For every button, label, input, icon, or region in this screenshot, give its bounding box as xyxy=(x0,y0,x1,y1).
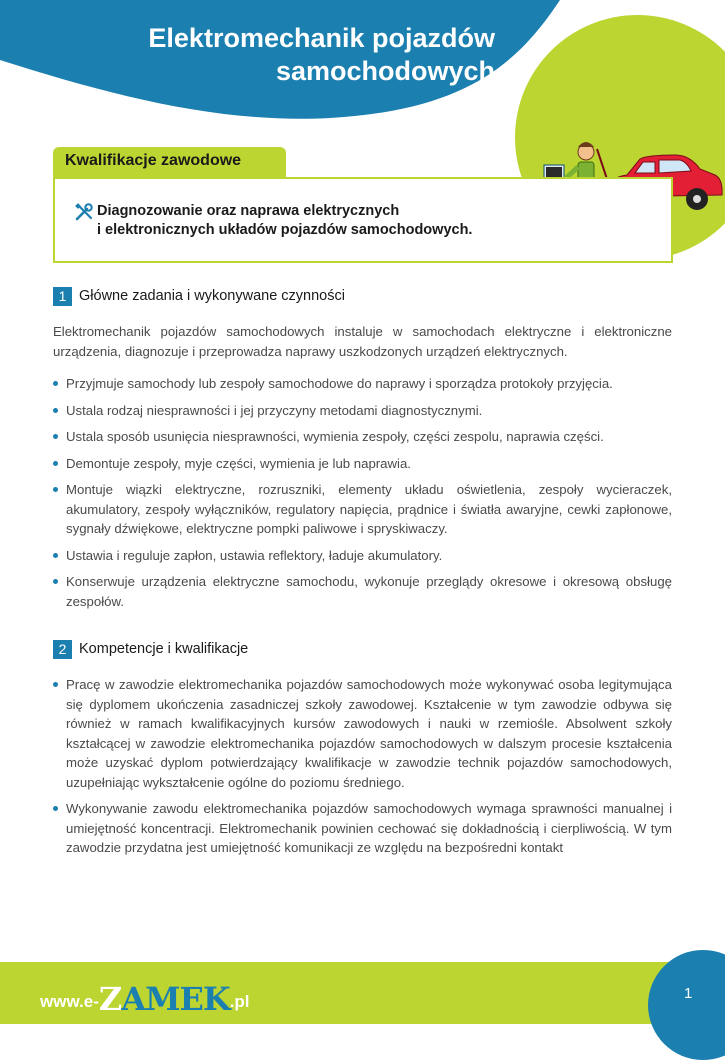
section-2-number-badge: 2 xyxy=(53,640,72,659)
page-title-line2: samochodowych xyxy=(275,56,495,86)
logo-brand-rest: AMEK xyxy=(121,980,230,1018)
section-1-heading xyxy=(53,287,453,307)
list-item: Demontuje zespoły, myje części, wymienia je lub naprawia. xyxy=(53,454,672,474)
qualifications-tab-label: Kwalifikacje zawodowe xyxy=(65,152,242,169)
section-1-title: Główne zadania i wykonywane czynności xyxy=(79,288,345,304)
list-item: Konserwuje urządzenia elektryczne samochodu, wykonuje przeglądy okresowe i okresową obsługę zespołów. xyxy=(53,572,672,611)
list-item: Montuje wiązki elektryczne, rozruszniki, elementy układu oświetlenia, zespoły wycieraczek, akumulatory, zespoły wyłączników, regulatory napięcia, prądnice i światła awaryjne, cewki zapłonowe, sygnały dźwiękowe, elektryczne pompki paliwowe i spryskiwaczy. xyxy=(53,480,672,539)
wrench-screwdriver-icon xyxy=(75,203,93,226)
section-1-bullet-list xyxy=(53,374,672,611)
section-2-title: Kompetencje i kwalifikacje xyxy=(79,641,249,657)
page-title xyxy=(75,22,495,88)
qualification-line1: Diagnozowanie oraz naprawa elektrycznych xyxy=(97,203,400,219)
section-2-heading xyxy=(53,640,453,660)
logo-brand-z: Z xyxy=(98,980,122,1018)
list-item: Ustala sposób usunięcia niesprawności, wymienia zespoły, części zespolu, naprawia części. xyxy=(53,427,672,447)
site-logo[interactable] xyxy=(40,980,250,1020)
section-1-number-badge: 1 xyxy=(53,287,72,306)
list-item: Wykonywanie zawodu elektromechanika pojazdów samochodowych wymaga sprawności manualnej i umiejętność koncentracji. Elektromechanik powinien cechować się dokładnością i cierpliwością. W tym zawodzie przydatna jest umiejętność komunikacji ze względu na bezpośredni kontakt xyxy=(53,799,672,858)
qualifications-tab xyxy=(53,147,286,177)
page-title-line1: Elektromechanik pojazdów xyxy=(148,23,495,53)
list-item: Ustala rodzaj niesprawności i jej przyczyny metodami diagnostycznymi. xyxy=(53,401,672,421)
qualifications-box xyxy=(53,177,673,263)
section-2-bullet-list xyxy=(53,675,672,858)
list-item: Pracę w zawodzie elektromechanika pojazdów samochodowych może wykonywać osoba legitymująca się dyplomem ukończenia zasadniczej szkoły zawodowej. Kształcenie w tym zawodzie odbywa się również w ramach kwalifikacyjnych kursów zawodowych i nauki w rzemiośle. Absolwent szkoły kształcącej w zawodzie elektromechanika pojazdów samochodowych w dalszym procesie kształcenia może uzyskać dyplom potwierdzający kwalifikacje w zawodzie technik pojazdów samochodowych, uzupełniając wykształcenie ogólne do poziomu średniego. xyxy=(53,675,672,792)
list-item: Ustawia i reguluje zapłon, ustawia reflektory, ładuje akumulatory. xyxy=(53,546,672,566)
section-1-intro: Elektromechanik pojazdów samochodowych instaluje w samochodach elektryczne i elektroniczne urządzenia, diagnozuje i przeprowadza naprawy uszkodzonych urządzeń elektrycznych. xyxy=(53,324,672,359)
logo-www-text: www.e- xyxy=(40,992,99,1011)
page-number: 1 xyxy=(684,985,693,1002)
list-item: Przyjmuje samochody lub zespoły samochodowe do naprawy i sporządza protokoły przyjęcia. xyxy=(53,374,672,394)
qualification-description xyxy=(97,202,472,240)
qualification-line2: i elektronicznych układów pojazdów samochodowych. xyxy=(97,222,473,238)
logo-tld-text: .pl xyxy=(229,992,250,1011)
